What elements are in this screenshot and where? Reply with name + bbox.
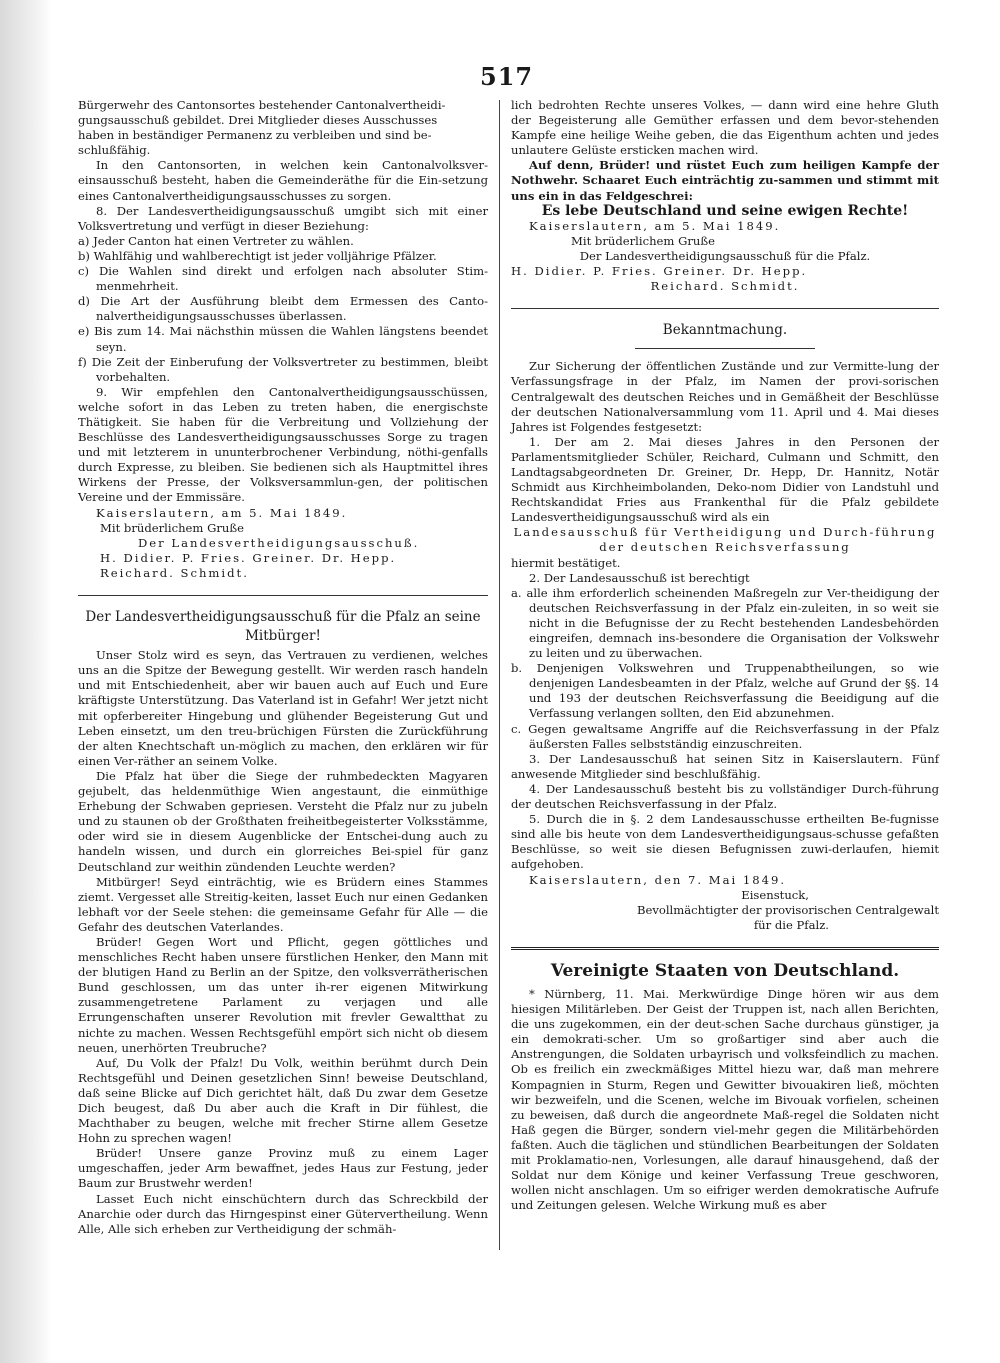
greeting: Mit brüderlichem Gruße xyxy=(100,520,244,535)
list-item-b: b) Wahlfähig und wahlberechtigt ist jeder volljährige Pfälzer. xyxy=(78,248,437,263)
notice-paragraph-6: 5. Durch die in §. 2 dem Landesausschusse ertheilten Be-fugnisse sind alle bis heute von dem Landesvertheidigungsaus-schusse gefaßten Beschlüsse, so weit sie diesen Befugnissen zuwi-derlaufen, hiemit aufgehoben. xyxy=(511,812,939,872)
list-item-d: d) Die Art der Ausführung bleibt dem Ermessen des Canto-nalvertheidigungsausschusses überlassen. xyxy=(78,294,488,324)
notice-item-c: c. Gegen gewaltsame Angriffe auf die Reichsverfassung in der Pfalz äußersten Falles selbstständig einzuschreiten. xyxy=(511,721,939,751)
signers-line-1: H. Didier. P. Fries. Greiner. Dr. Hepp. xyxy=(100,550,397,565)
battle-cry: Es lebe Deutschland und seine ewigen Rechte! xyxy=(541,202,909,219)
notice-confirmed: hiermit bestätiget. xyxy=(511,555,621,570)
appeal-paragraph-4: Brüder! Gegen Wort und Pflicht, gegen göttliches und menschliches Recht haben unsere fürstlichen Henker, den Mann mit der blutigen Hand zu Berlin an der Spitze, den volksverrätherischen Bund geschlossen, um das unter ih-rer eigenen Mitwirkung zusammengetretene Parlament zu verjagen und alle Errungenschaften unserer Revolution mit frevler Gewaltthat zu nichte zu machen. Wessen Rechtsgefühl empört sich nicht ob diesem neuen, unerhörten Treubruche? xyxy=(78,934,488,1055)
page-number: 517 xyxy=(480,62,534,91)
appeal-continuation: lich bedrohten Rechte unseres Volkes, — dann wird eine hehre Gluth der Begeisterung alle Gemüther erfassen und dem bevor-stehenden Kampfe eine heilige Weihe geben, die das Eigenthum achten und jedes unlautere Gelüste ersticken machen wird. xyxy=(511,98,939,158)
notice-paragraph-1: Zur Sicherung der öffentlichen Zustände und zur Vermitte-lung der Verfassungsfrage in der Pfalz, im Namen der provi-sorischen Centralgewalt des deutschen Reiches und in Gemäßheit der Beschlüsse der deutschen Nationalversammlung vom 11. April und 4. Mai dieses Jahres ist Folgendes festgesetzt: xyxy=(511,359,939,434)
notice-paragraph-2: 1. Der am 2. Mai dieses Jahres in den Personen der Parlamentsmitglieder Schüler, Reichard, Culmann und Schmitt, den Landtagsabgeordneten Dr. Greiner, Dr. Hepp, Dr. Hannitz, Notär Schmidt aus Kirchheimbolanden, Deko-nom Didier von Landstuhl und Rechtskandidat Fries aus Frankenthal für die Pfalz gebildete Landesvertheidigungsausschuß wird als ein xyxy=(511,434,939,525)
notice-item-a: a. alle ihm erforderlich scheinenden Maßregeln zur Ver-theidigung der deutschen Reichsverfassung in der Pfalz ein-zuleiten, in so weit sie nicht in die Befugnisse der zu Recht bestehenden Landesbehörden eingreifen, demnach ins-besondere die Organisation der Volkswehr zu leiten und zu überwachen. xyxy=(511,585,939,661)
list-item-c: c) Die Wahlen sind direkt und erfolgen nach absoluter Stim-menmehrheit. xyxy=(78,264,488,294)
appeal-paragraph-5: Auf, Du Volk der Pfalz! Du Volk, weithin berühmt durch Dein Rechtsgefühl und Deinen gesetzlichen Sinn! beweise Deutschland, daß seine Blicke auf Dich gerichtet hält, daß Du zwar dem Gesetze Dich beugest, daß Du aber auch die Kraft in Dir fühlest, die Machthaber zu beugen, welche mit frecher Stirne allem Gesetze Hohn zu sprechen wagen! xyxy=(78,1055,488,1146)
left-column xyxy=(78,98,488,1237)
notice-paragraph-4: 3. Der Landesausschuß hat seinen Sitz in Kaiserslautern. Fünf anwesende Mitglieder sind beschlußfähig. xyxy=(511,751,939,781)
list-item-e: e) Bis zum 14. Mai nächsthin müssen die Wahlen längstens beendet seyn. xyxy=(78,324,488,354)
intro-line-4: schlußfähig. xyxy=(78,143,151,158)
right-column xyxy=(511,98,939,1213)
scan-shadow-edge xyxy=(0,0,52,1363)
appeal-paragraph-7: Lasset Euch nicht einschüchtern durch das Schreckbild der Anarchie oder durch das Hirngespinst einer Gütervertheilung. Wenn Alle, Alle sich erheben zur Vertheidigung der schmäh- xyxy=(78,1191,488,1236)
notice-signer-role-2: für die Pfalz. xyxy=(753,917,829,932)
notice-paragraph-3: 2. Der Landesausschuß ist berechtigt xyxy=(529,570,750,585)
notice-signer-role-1: Bevollmächtigter der provisorischen Centralgewalt xyxy=(636,902,939,917)
appeal-title-line-1: Der Landesvertheidigungsausschuß für die Pfalz an seine xyxy=(85,609,481,625)
section-rule xyxy=(78,595,488,596)
notice-dateline: Kaiserslautern, den 7. Mai 1849. xyxy=(529,872,787,887)
appeal-paragraph-2: Die Pfalz hat über die Siege der ruhmbedeckten Magyaren gejubelt, das heldenmüthige Wien angestaunt, die einmüthige Erhebung der Schwaben gepriesen. Versteht die Pfalz nur zu jubeln und zu staunen ob der Großthaten freiheitbegeisterter Volksstämme, oder wird sie in diesem Augenblicke der Entschei-dung auch zu handeln wissen, und durch ein glorreiches Bei-spiel für ganz Deutschland zur weithin zündenden Leuchte werden? xyxy=(78,768,488,874)
title-underline xyxy=(635,348,815,349)
paragraph-8: 8. Der Landesvertheidigungsausschuß umgibt sich mit einer Volksvertretung und verfügt in dieser Beziehung: xyxy=(78,203,488,233)
committee-name: Der Landesvertheidigungsausschuß. xyxy=(138,535,420,550)
section-heading: Vereinigte Staaten von Deutschland. xyxy=(550,960,900,981)
news-report-nuernberg: * Nürnberg, 11. Mai. Merkwürdige Dinge hören wir aus dem hiesigen Militärleben. Der Geist der Truppen ist, nach allen Berichten, die uns zugekommen, ein der deut-schen Sache durchaus günstiger, ja ein demokrati-scher. Um so großartiger sind aber auch die Anstrengungen, die Soldaten urbayrisch und volksfeindlich zu machen. Ob es freilich ein zweckmäßiges Mittel hiezu war, daß man mehrere Kompagnien in Sturm, Regen und Gewitter bivouakiren ließ, möchten wir bezweifeln, und die Scenen, welche im Bivouak vorfielen, scheinen zu beweisen, daß durch die angeordnete Maß-regel die Soldaten nicht Haß gegen die Bürger, sondern viel-mehr gegen die Militärbehörden faßten. Auch die täglichen und stündlichen Bearbeitungen der Soldaten mit Proklamatio-nen, Vorlesungen, alle darauf hinausgehend, daß der Soldat nur dem Könige und keiner Verfassung Treue geschworen, wollen nicht anschlagen. Um so eifriger werden demokratische Aufrufe und Zeitungen gelesen. Welche Wirkung muß es aber xyxy=(511,986,939,1213)
paragraph-9: 9. Wir empfehlen den Cantonalvertheidigungsausschüssen, welche sofort in das Leben zu treten haben, die energischste Thätigkeit. Sie haben für die Verbreitung und Vollziehung der Beschlüsse des Landesvertheidigungsausschusses Sorge zu tragen und mit letzterem in ununterbrochener Verbindung, nöthi-genfalls durch Expresse, zu bleiben. Sie bedienen sich als Hauptmittel ihres Wirkens der Presse, der Volksversammlun-gen, der politischen Vereine und der Emmissäre. xyxy=(78,384,488,505)
notice-paragraph-5: 4. Der Landesausschuß besteht bis zu vollständiger Durch-führung der deutschen Reichsverfassung in der Pfalz. xyxy=(511,781,939,812)
appeal-title-line-2: Mitbürger! xyxy=(245,628,321,645)
right-greeting: Mit brüderlichem Gruße xyxy=(571,233,715,248)
right-signers-line-2: Reichard. Schmidt. xyxy=(650,279,800,294)
dateline: Kaiserslautern, am 5. Mai 1849. xyxy=(96,505,348,520)
right-signers-line-1: H. Didier. P. Fries. Greiner. Dr. Hepp. xyxy=(511,264,808,279)
notice-item-b: b. Denjenigen Volkswehren und Truppenabtheilungen, so wie denjenigen Landesbeamten in der Pfalz, welche auf Grund der §§. 14 und 193 der deutschen Reichsverfassung die Beeidigung auf die Verfassung verlangen sollten, den Eid abzunehmen. xyxy=(511,661,939,721)
list-item-f: f) Die Zeit der Einberufung der Volksvertreter zu bestimmen, bleibt vorbehalten. xyxy=(78,354,488,384)
intro-line-1: Bürgerwehr des Cantonsortes bestehender Cantonalvertheidi- xyxy=(78,98,446,112)
section-double-rule xyxy=(511,947,939,950)
appeal-paragraph-6: Brüder! Unsere ganze Provinz muß zu einem Lager umgeschaffen, jeder Arm bewaffnet, jedes Haus zur Festung, jeder Baum zur Brustwehr werden! xyxy=(78,1146,488,1191)
intro-line-2: gungsausschuß gebildet. Drei Mitglieder dieses Ausschusses xyxy=(78,113,438,128)
notice-signer: Eisenstuck, xyxy=(741,887,809,902)
paragraph-cantonsorten: In den Cantonsorten, in welchen kein Cantonalvolksver-einsausschuß besteht, haben die Gemeinderäthe für die Ein-setzung eines Cantonalvertheidigungsausschusses zu sorgen. xyxy=(78,158,488,203)
right-committee-name: Der Landesvertheidigungsausschuß für die Pfalz. xyxy=(579,248,871,263)
intro-line-3: haben in beständiger Permanenz zu verbleiben und sind be- xyxy=(78,128,432,143)
right-dateline: Kaiserslautern, am 5. Mai 1849. xyxy=(529,218,781,233)
notice-central-phrase: Landesausschuß für Vertheidigung und Durch-führung der deutschen Reichsverfassung xyxy=(513,525,937,555)
call-to-arms: Auf denn, Brüder! und rüstet Euch zum heiligen Kampfe der Nothwehr. Schaaret Euch einträchtig zu-sammen und stimmt mit uns ein in das Feldgeschrei: xyxy=(511,158,939,203)
notice-title: Bekanntmachung. xyxy=(662,322,788,339)
appeal-paragraph-3: Mitbürger! Seyd einträchtig, wie es Brüdern eines Stammes ziemt. Vergesset alle Streitig-keiten, lasset Euch nur einen Gedanken lebhaft vor der Seele stehen: die gemeinsame Gefahr für Alle — die Gefahr des deutschen Vaterlandes. xyxy=(78,874,488,934)
list-item-a: a) Jeder Canton hat einen Vertreter zu wählen. xyxy=(78,233,354,248)
signers-line-2: Reichard. Schmidt. xyxy=(100,565,249,580)
appeal-paragraph-1: Unser Stolz wird es seyn, das Vertrauen zu verdienen, welches uns an die Spitze der Bewegung gestellt. Wir werden rasch handeln und mit Entschiedenheit, aber wir bauen auch auf Euch und Eure kräftigste Unterstützung. Das Vaterland ist in Gefahr! Wer jetzt nicht mit opferbereiter Hingebung und glühender Begeisterung Gut und Leben einsetzt, um den treu-brüchigen Fürsten die Zurückführung der alten Knechtschaft un-möglich zu machen, den erklären wir für einen Ver-räther an seinem Volke. xyxy=(78,648,488,768)
section-rule xyxy=(511,308,939,309)
column-divider xyxy=(499,100,500,1250)
